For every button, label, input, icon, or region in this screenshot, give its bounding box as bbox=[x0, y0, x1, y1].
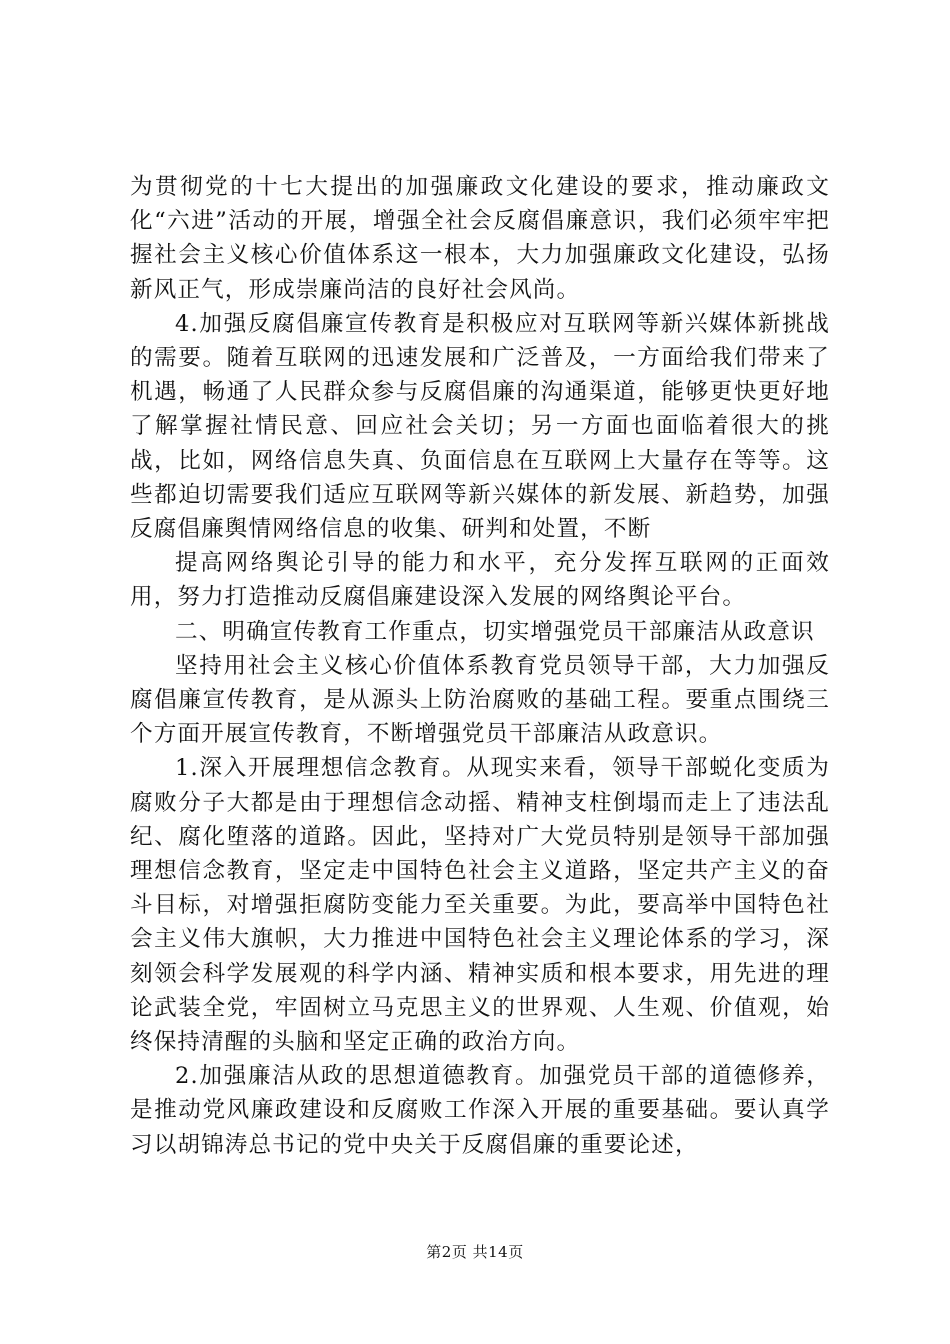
section-heading: 二、明确宣传教育工作重点，切实增强党员干部廉洁从政意识 bbox=[175, 618, 815, 645]
paragraph: 4.加强反腐倡廉宣传教育是积极应对互联网等新兴媒体新挑战的需要。随着互联网的迅速发展和广泛普及，一方面给我们带来了机遇，畅通了人民群众参与反腐倡廉的沟通渠道，能够更快更好地了解掌握社情民意、回应社会关切；另一方面也面临着很大的挑战，比如，网络信息失真、负面信息在互联网上大量存在等等。这些都迫切需要我们适应互联网等新兴媒体的新发展、新趋势，加强反腐倡廉舆情网络信息的收集、研判和处置，不断 bbox=[130, 310, 830, 543]
paragraph: 坚持用社会主义核心价值体系教育党员领导干部，大力加强反腐倡廉宣传教育，是从源头上防治腐败的基础工程。要重点围绕三个方面开展宣传教育，不断增强党员干部廉洁从政意识。 bbox=[130, 652, 830, 748]
paragraph: 1.深入开展理想信念教育。从现实来看，领导干部蜕化变质为腐败分子大都是由于理想信念动摇、精神支柱倒塌而走上了违法乱纪、腐化堕落的道路。因此，坚持对广大党员特别是领导干部加强理想信念教育，坚定走中国特色社会主义道路，坚定共产主义的奋斗目标，对增强拒腐防变能力至关重要。为此，要高举中国特色社会主义伟大旗帜，大力推进中国特色社会主义理论体系的学习，深刻领会科学发展观的科学内涵、精神实质和根本要求，用先进的理论武装全党，牢固树立马克思主义的世界观、人生观、价值观，始终保持清醒的头脑和坚定正确的政治方向。 bbox=[130, 755, 830, 1056]
page-number-footer: 第2页 共14页 bbox=[426, 1243, 524, 1261]
paragraph: 为贯彻党的十七大提出的加强廉政文化建设的要求，推动廉政文化“六进”活动的开展，增强全社会反腐倡廉意识，我们必须牢牢把握社会主义核心价值体系这一根本，大力加强廉政文化建设，弘扬新风正气，形成崇廉尚洁的良好社会风尚。 bbox=[130, 174, 830, 303]
document-body bbox=[130, 170, 830, 1162]
paragraph: 2.加强廉洁从政的思想道德教育。加强党员干部的道德修养，是推动党风廉政建设和反腐败工作深入开展的重要基础。要认真学习以胡锦涛总书记的党中央关于反腐倡廉的重要论述， bbox=[130, 1063, 830, 1158]
paragraph: 提高网络舆论引导的能力和水平，充分发挥互联网的正面效用，努力打造推动反腐倡廉建设深入发展的网络舆论平台。 bbox=[130, 550, 830, 611]
